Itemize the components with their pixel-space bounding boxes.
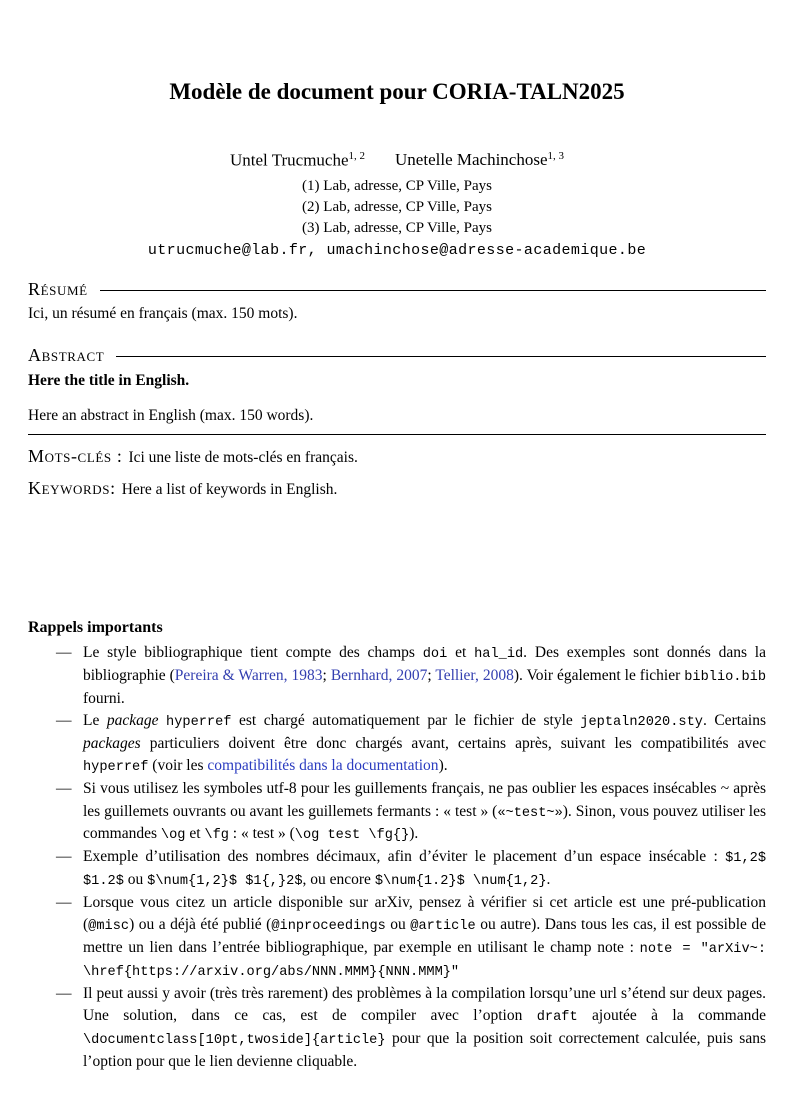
citation-link[interactable]: Tellier, 2008 [435,667,514,685]
item-text [83,710,766,778]
code-segment: draft [536,1010,578,1026]
item-dash: — [56,780,72,798]
text-segment: Si vous utilisez les symboles utf-8 pour les guillements français, ne pas oublier les espaces insécables ~ après les guillemets ouvrants ou avant les guillemets fermants : « test » ( [83,780,766,820]
affiliation-line-3: (3) Lab, adresse, CP Ville, Pays [302,220,492,237]
text-segment: pour que la position soit correctement calculée, puis sans l’option pour que le lien devienne cliquable. [83,1029,766,1070]
rappels-heading: Rappels importants [28,619,163,637]
citation-link[interactable]: Bernhard, 2007 [330,667,428,685]
rappels-list [56,642,766,1073]
motscles-text: Ici une liste de mots-clés en français. [128,449,358,467]
motscles-line [28,446,766,467]
code-segment: $\num{1,2}$ $1{,}2$ [147,874,303,890]
code-segment: «~test~» [497,805,563,821]
abstract-english-title: Here the title in English. [28,372,190,390]
text-segment: Lorsque vous citez un article disponible sur arXiv, pensez à vérifier si cet article est une pré-publication ( [83,893,766,934]
author-name-2: Unetelle Machinchose [395,150,548,170]
item-text [83,983,766,1073]
text-segment: ). [409,825,419,843]
author-affil-sup-2: 1, 3 [547,149,564,162]
text-segment: . Certains [702,712,766,730]
item-dash: — [56,893,72,911]
code-segment: @article [410,919,476,935]
text-segment: ou autre). Dans tous les cas, il est possible de mettre un lien dans l’entrée bibliographique, par exemple en utilisant le champ note : [83,916,766,957]
author-affil-sup-1: 1, 2 [348,149,366,162]
text-segment: ; [427,667,436,685]
item-text [83,892,766,983]
author-name-1: Untel Trucmuche [230,150,349,170]
text-segment: , ou encore [302,871,375,889]
text-segment: ou [385,916,411,934]
code-segment: \og [160,828,186,844]
list-item-bibliography [56,642,766,710]
citation-link[interactable]: Pereira & Warren, 1983 [174,667,323,685]
text-segment: Le [83,712,107,730]
text-segment: ) ou a déjà été publié ( [129,916,272,934]
text-segment: (voir les [148,757,208,775]
code-segment: hyperref [166,715,232,731]
code-segment: \fg [204,828,229,844]
resume-label: Résumé [28,279,88,300]
resume-section-header [28,279,766,300]
text-segment: ). Sinon, vous pouvez utiliser les commandes [83,802,766,843]
code-segment: doi [422,647,448,663]
keywords-label: Keywords: [28,478,116,499]
code-segment: @inproceedings [271,919,386,935]
text-segment: est chargé automatiquement par le fichier de style [231,712,581,730]
text-segment: ). Voir également le fichier [513,667,685,685]
text-segment [159,712,167,729]
item-dash: — [56,712,72,730]
text-segment: et [447,644,475,662]
text-segment: particuliers doivent être donc chargés avant, certains après, suivant les compatibilités avec [140,735,766,753]
keywords-text: Here a list of keywords in English. [121,481,338,499]
keywords-line [28,478,766,499]
text-segment: Il peut aussi y avoir (très très rarement) des problèmes à la compilation lorsqu’une url s’étend sur deux pages. Une solution, dans ce cas, est de compiler avec l’option [83,984,766,1025]
text-segment: et [185,825,205,843]
abstract-rule [116,356,766,357]
author-emails: utrucmuche@lab.fr, umachinchose@adresse-academique.be [147,242,647,260]
code-segment: $\num{1.2}$ \num{1,2} [374,874,547,890]
item-text [83,642,766,710]
item-dash: — [56,644,72,662]
text-segment: ). [438,757,448,775]
item-text [83,846,766,892]
text-segment: . Des exemples sont donnés dans la bibliographie ( [83,644,766,685]
documentation-hyperlink[interactable]: compatibilités dans la documentation [207,757,439,775]
text-segment: ajoutée à la commande [577,1007,766,1025]
text-segment: Le style bibliographique tient compte des champs [83,644,423,662]
text-segment: : « test » ( [228,825,295,843]
code-segment: @misc [88,919,130,935]
paper-title: Modèle de document pour CORIA-TALN2025 [169,79,625,104]
text-segment: Exemple d’utilisation des nombres décimaux, afin d’éviter le placement d’un espace insécable : [83,848,726,866]
item-dash: — [56,848,72,866]
code-segment: \documentclass[10pt,twoside]{article} [83,1032,386,1048]
item-dash: — [56,984,72,1002]
code-segment: jeptaln2020.sty [580,715,703,731]
list-item-draft [56,983,766,1073]
list-item-hyperref [56,710,766,778]
affiliation-line-2: (2) Lab, adresse, CP Ville, Pays [302,199,492,216]
affiliations [28,176,766,239]
abstract-section-header [28,345,766,366]
code-segment: hyperref [83,760,149,776]
text-segment: fourni. [83,689,125,707]
item-text [83,778,766,846]
abstract-english-text: Here an abstract in English (max. 150 words). [28,405,766,435]
authors-line [28,150,766,171]
italic-segment: package [106,712,159,730]
code-segment: \og test \fg{} [294,828,410,844]
text-segment: ; [322,667,331,685]
code-segment: biblio.bib [684,670,766,686]
resume-text: Ici, un résumé en français (max. 150 mots). [28,305,298,323]
italic-segment: packages [83,735,141,753]
code-segment: $1,2$ $1.2$ [83,851,766,890]
list-item-arxiv [56,892,766,983]
code-segment: note = "arXiv~: \href{https://arxiv.org/abs/NNN.MMM}{NNN.MMM}" [83,942,766,980]
text-segment: ou [123,871,148,889]
list-item-guillemets [56,778,766,846]
resume-rule [100,290,766,291]
code-segment: hal_id [474,647,524,663]
abstract-label: Abstract [28,345,105,366]
list-item-decimaux [56,846,766,892]
affiliation-line-1: (1) Lab, adresse, CP Ville, Pays [302,178,492,195]
text-segment: . [546,871,551,889]
motscles-label: Mots-clés : [28,446,123,467]
